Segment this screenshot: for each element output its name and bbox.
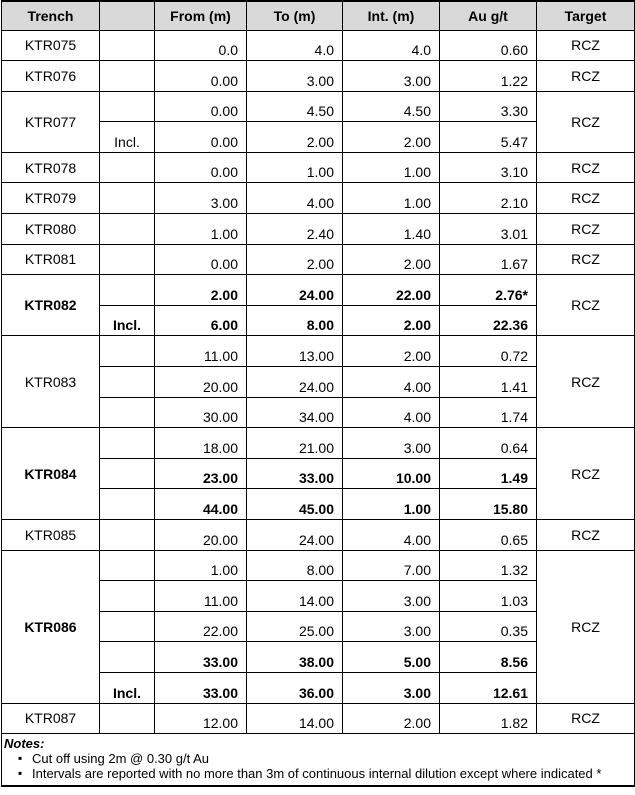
int-cell: 2.00 [343,244,440,275]
target-cell: RCZ [537,30,635,61]
from-cell: 0.00 [155,91,247,122]
trench-cell: KTR080 [2,214,100,245]
to-cell: 8.00 [247,305,343,336]
int-cell: 1.00 [343,183,440,214]
from-cell: 0.0 [155,30,247,61]
trench-cell: KTR076 [2,61,100,92]
target-cell: RCZ [537,336,635,428]
from-cell: 12.00 [155,703,247,734]
incl-cell: Incl. [100,122,155,153]
to-cell: 8.00 [247,550,343,581]
incl-cell [100,703,155,734]
au-cell: 1.82 [440,703,537,734]
notes-cell [2,734,635,787]
from-cell: 22.00 [155,611,247,642]
from-cell: 33.00 [155,642,247,673]
header-trench: Trench [2,1,100,30]
to-cell: 38.00 [247,642,343,673]
from-cell: 0.00 [155,122,247,153]
from-cell: 11.00 [155,336,247,367]
au-cell: 1.49 [440,458,537,489]
int-cell: 3.00 [343,581,440,612]
incl-cell: Incl. [100,305,155,336]
au-cell: 2.10 [440,183,537,214]
header-to: To (m) [247,1,343,30]
to-cell: 33.00 [247,458,343,489]
au-cell: 0.72 [440,336,537,367]
to-cell: 2.00 [247,122,343,153]
au-cell: 5.47 [440,122,537,153]
int-cell: 4.0 [343,30,440,61]
au-cell: 12.61 [440,672,537,703]
incl-cell [100,458,155,489]
table-row [2,520,635,551]
table-row [2,214,635,245]
from-cell: 0.00 [155,152,247,183]
au-cell: 1.22 [440,61,537,92]
int-cell: 2.00 [343,336,440,367]
incl-cell [100,30,155,61]
from-cell: 30.00 [155,397,247,428]
from-cell: 0.00 [155,61,247,92]
table-row [2,244,635,275]
incl-cell [100,550,155,581]
target-cell: RCZ [537,428,635,520]
incl-cell [100,91,155,122]
int-cell: 5.00 [343,642,440,673]
target-cell: RCZ [537,152,635,183]
int-cell: 4.00 [343,367,440,398]
incl-cell [100,611,155,642]
int-cell: 3.00 [343,61,440,92]
incl-cell [100,244,155,275]
from-cell: 23.00 [155,458,247,489]
table-row [2,183,635,214]
table-row [2,275,635,306]
from-cell: 18.00 [155,428,247,459]
to-cell: 3.00 [247,61,343,92]
header-row [2,1,635,30]
table-row [2,428,635,459]
to-cell: 24.00 [247,520,343,551]
from-cell: 11.00 [155,581,247,612]
to-cell: 1.00 [247,152,343,183]
au-cell: 3.01 [440,214,537,245]
to-cell: 36.00 [247,672,343,703]
au-cell: 1.03 [440,581,537,612]
target-cell: RCZ [537,703,635,734]
to-cell: 14.00 [247,581,343,612]
incl-cell [100,489,155,520]
from-cell: 3.00 [155,183,247,214]
target-cell: RCZ [537,183,635,214]
from-cell: 33.00 [155,672,247,703]
int-cell: 4.00 [343,520,440,551]
table-row [2,550,635,581]
target-cell: RCZ [537,214,635,245]
au-cell: 1.41 [440,367,537,398]
notes-title: Notes: [4,736,45,752]
header-int: Int. (m) [343,1,440,30]
int-cell: 2.00 [343,703,440,734]
target-cell: RCZ [537,61,635,92]
trench-cell: KTR085 [2,520,100,551]
to-cell: 4.0 [247,30,343,61]
trench-cell: KTR077 [2,91,100,152]
target-cell: RCZ [537,550,635,703]
trench-cell: KTR082 [2,275,100,336]
int-cell: 1.00 [343,489,440,520]
int-cell: 3.00 [343,611,440,642]
int-cell: 22.00 [343,275,440,306]
incl-cell [100,152,155,183]
incl-cell [100,428,155,459]
au-cell: 0.65 [440,520,537,551]
incl-cell [100,336,155,367]
from-cell: 44.00 [155,489,247,520]
au-cell: 1.67 [440,244,537,275]
au-cell: 22.36 [440,305,537,336]
to-cell: 14.00 [247,703,343,734]
trench-cell: KTR079 [2,183,100,214]
int-cell: 10.00 [343,458,440,489]
notes-row [2,734,635,787]
incl-cell [100,581,155,612]
from-cell: 2.00 [155,275,247,306]
incl-cell [100,367,155,398]
au-cell: 1.32 [440,550,537,581]
from-cell: 20.00 [155,367,247,398]
target-cell: RCZ [537,520,635,551]
au-cell: 15.80 [440,489,537,520]
incl-cell [100,397,155,428]
trench-cell: KTR084 [2,428,100,520]
assay-results-table [1,0,635,787]
table-row [2,30,635,61]
trench-cell: KTR087 [2,703,100,734]
to-cell: 34.00 [247,397,343,428]
note-item: ▪ Intervals are reported with no more than 3m of continuous internal dilution except where indicated * [32,766,630,781]
to-cell: 4.50 [247,91,343,122]
from-cell: 0.00 [155,244,247,275]
int-cell: 4.00 [343,397,440,428]
au-cell: 1.74 [440,397,537,428]
table-row [2,703,635,734]
table-row [2,152,635,183]
table-row [2,61,635,92]
header-incl [100,1,155,30]
incl-cell [100,520,155,551]
from-cell: 20.00 [155,520,247,551]
int-cell: 3.00 [343,428,440,459]
from-cell: 1.00 [155,214,247,245]
to-cell: 13.00 [247,336,343,367]
target-cell: RCZ [537,244,635,275]
to-cell: 4.00 [247,183,343,214]
incl-cell [100,642,155,673]
trench-cell: KTR078 [2,152,100,183]
target-cell: RCZ [537,91,635,152]
incl-cell: Incl. [100,672,155,703]
to-cell: 25.00 [247,611,343,642]
trench-cell: KTR081 [2,244,100,275]
int-cell: 3.00 [343,672,440,703]
au-cell: 0.35 [440,611,537,642]
to-cell: 2.40 [247,214,343,245]
notes-list [16,751,630,781]
header-from: From (m) [155,1,247,30]
target-cell: RCZ [537,275,635,336]
au-cell: 2.76* [440,275,537,306]
to-cell: 2.00 [247,244,343,275]
header-au: Au g/t [440,1,537,30]
from-cell: 6.00 [155,305,247,336]
to-cell: 21.00 [247,428,343,459]
incl-cell [100,61,155,92]
trench-cell: KTR075 [2,30,100,61]
int-cell: 7.00 [343,550,440,581]
incl-cell [100,183,155,214]
au-cell: 3.30 [440,91,537,122]
to-cell: 24.00 [247,275,343,306]
trench-cell: KTR086 [2,550,100,703]
au-cell: 8.56 [440,642,537,673]
table-row [2,91,635,122]
header-target: Target [537,1,635,30]
to-cell: 45.00 [247,489,343,520]
int-cell: 4.50 [343,91,440,122]
int-cell: 2.00 [343,122,440,153]
int-cell: 1.00 [343,152,440,183]
trench-cell: KTR083 [2,336,100,428]
au-cell: 0.64 [440,428,537,459]
au-cell: 3.10 [440,152,537,183]
incl-cell [100,214,155,245]
from-cell: 1.00 [155,550,247,581]
int-cell: 1.40 [343,214,440,245]
note-item: ▪ Cut off using 2m @ 0.30 g/t Au [32,751,630,766]
table-row [2,336,635,367]
int-cell: 2.00 [343,305,440,336]
au-cell: 0.60 [440,30,537,61]
incl-cell [100,275,155,306]
to-cell: 24.00 [247,367,343,398]
